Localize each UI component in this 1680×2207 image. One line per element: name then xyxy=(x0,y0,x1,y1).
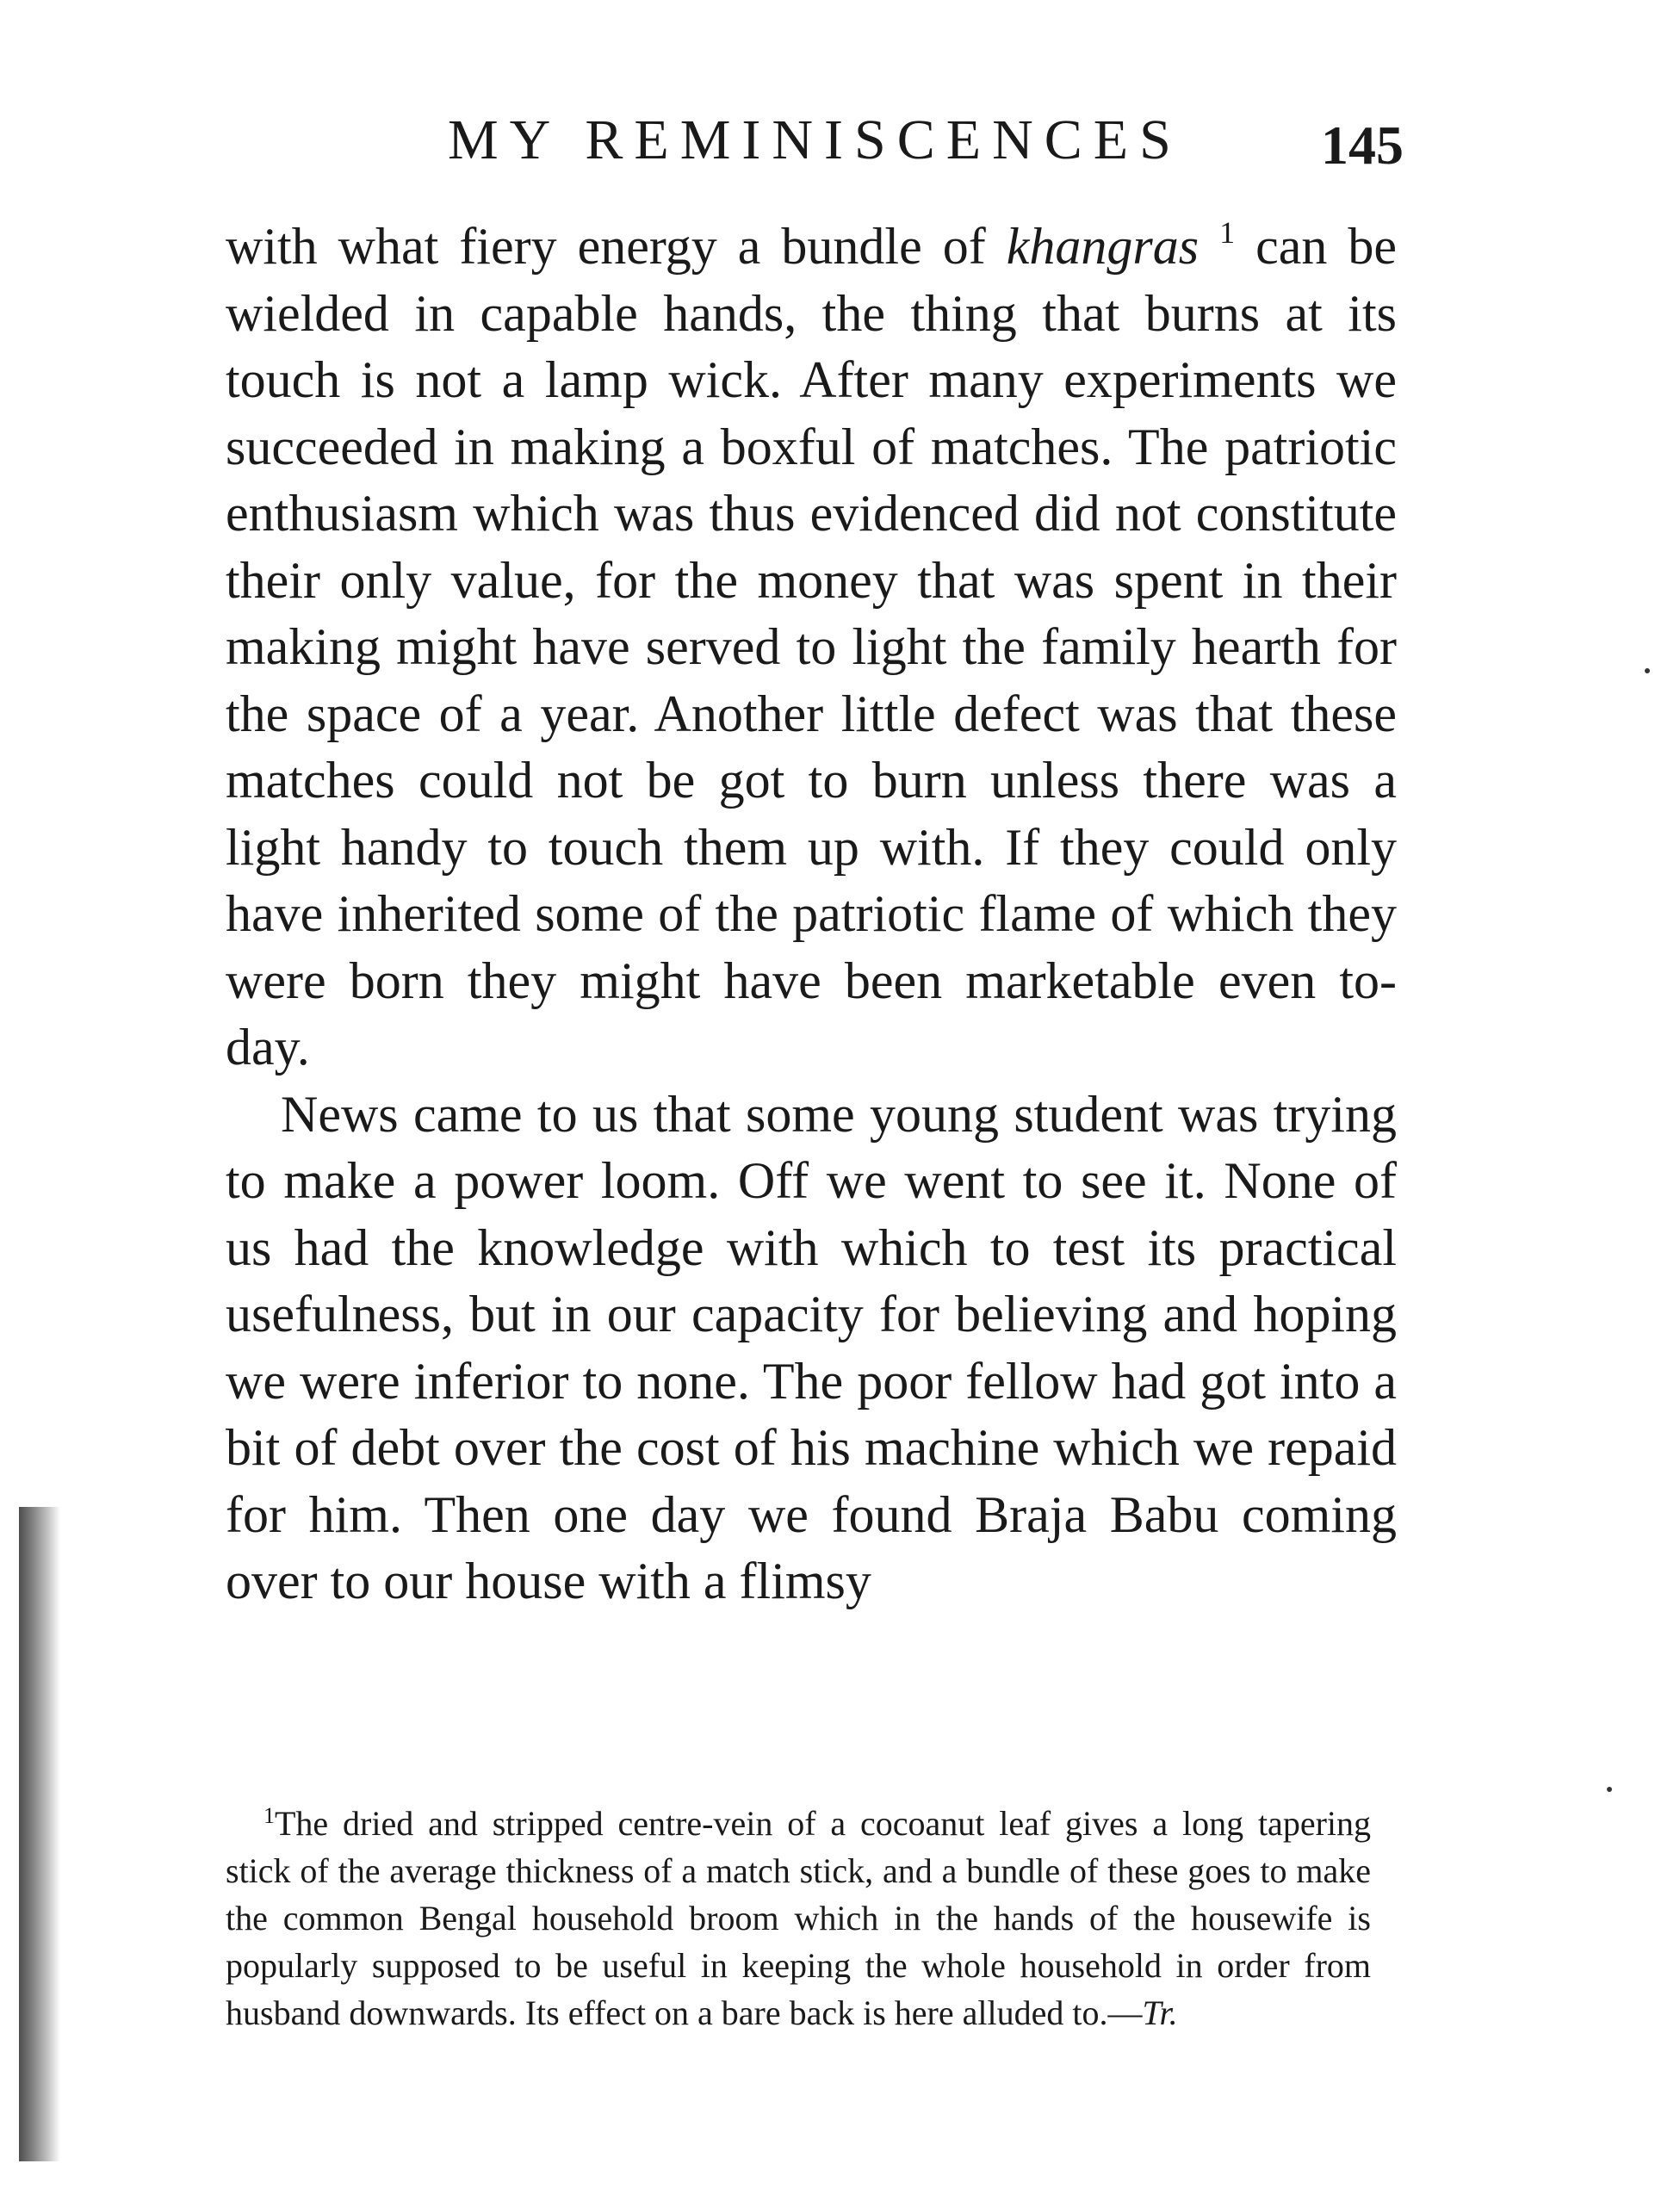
paragraph-2: News came to us that some young student was trying to make a power loom. Off we went to see it. None of us had the knowledge with which to test its practical usefulness, but in our capacity for believing and hoping we were inferior to none. The poor fellow had got into a bit of debt over the cost of his machine which we repaid for him. Then one day we found Braja Babu coming over to our house with a flimsy xyxy=(226,1085,1397,1609)
binding-shadow xyxy=(19,1507,60,2161)
khangras-term: khangras xyxy=(1006,218,1200,275)
paragraph-1-opening: with what fiery energy a bundle of xyxy=(226,218,1007,275)
footnote xyxy=(226,1800,1371,2037)
footnote-text: The dried and stripped centre-vein of a cocoanut leaf gives a long tapering stick of the average thickness of a match stick, and a bundle of these goes to make the common Bengal household broom which in the hands of the housewife is popularly supposed to be useful in keeping the whole household in order from husband downwards. Its effect on a bare back is here alluded to.— xyxy=(226,1804,1371,2032)
page-number: 145 xyxy=(1321,115,1404,176)
body-text xyxy=(226,214,1397,1615)
footnote-reference: 1 xyxy=(1219,215,1236,250)
scan-speck xyxy=(1645,668,1650,673)
running-title: MY REMINISCENCES xyxy=(448,108,1182,171)
paragraph-1-rest: can be wielded in capable hands, the thing that burns at its touch is not a lamp wick. After many experiments we succeeded in making a boxful of matches. The patriotic enthusiasm which was thus evidenced did not constitute their only value, for the money that was spent in their making might have served to light the family hearth for the space of a year. Another little defect was that these matches could not be got to burn unless there was a light handy to touch them up with. If they could only have inherited some of the patriotic flame of which they were born they might have been marketable even to-day. xyxy=(226,218,1397,1076)
footnote-paragraph xyxy=(226,1800,1371,2037)
footnote-mark: 1 xyxy=(263,1803,275,1828)
running-head xyxy=(232,102,1404,179)
scan-speck xyxy=(1607,1787,1612,1792)
footnote-attribution: Tr. xyxy=(1142,1993,1178,2032)
paragraph-1 xyxy=(226,214,1397,1082)
